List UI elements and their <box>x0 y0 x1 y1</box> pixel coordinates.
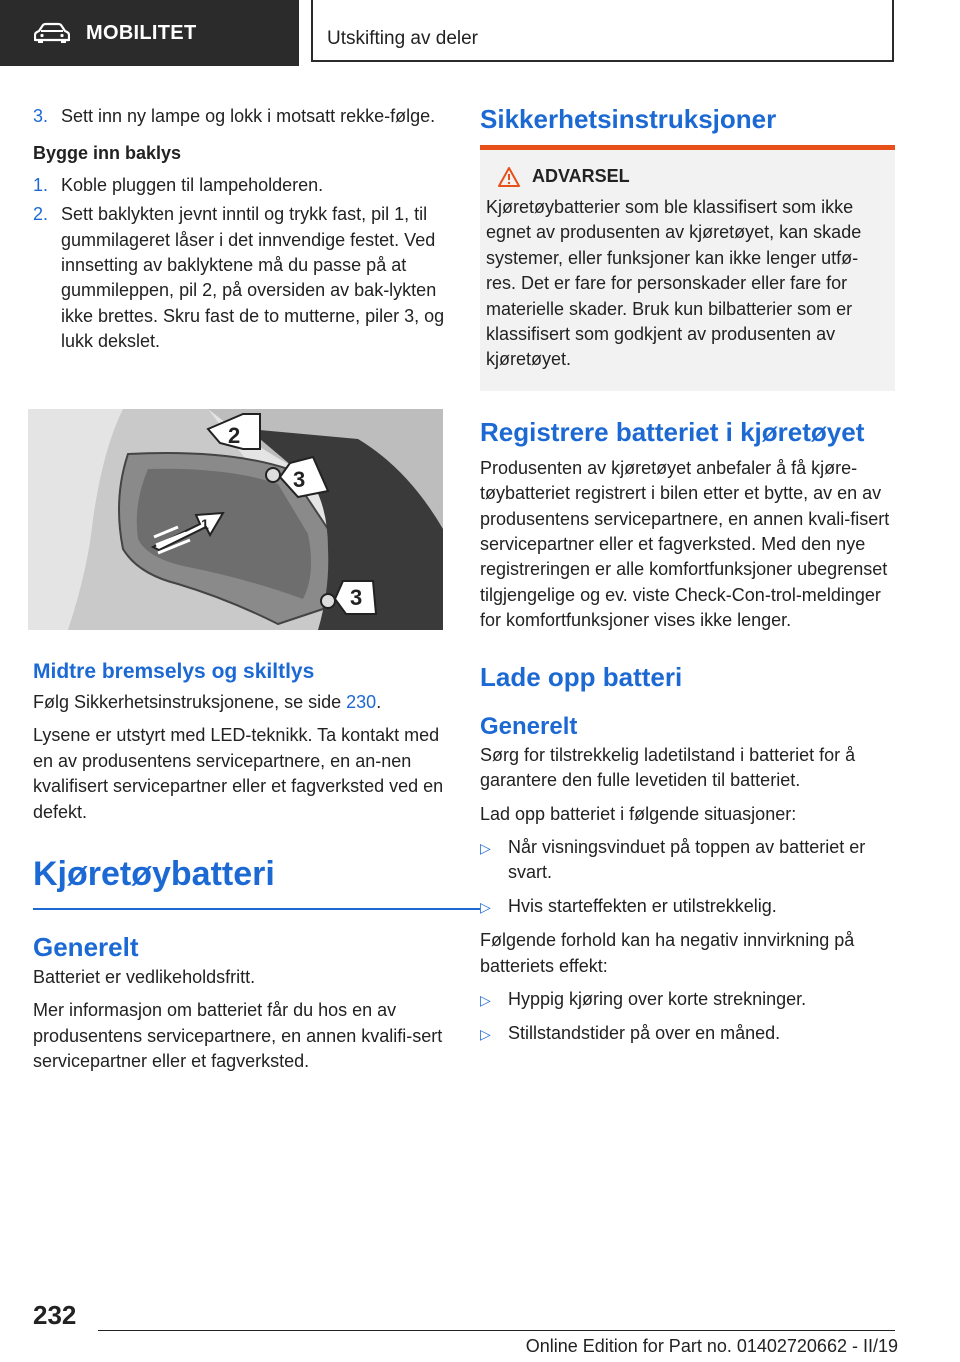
bullet-triangle-icon: ▷ <box>480 1026 491 1043</box>
charge-paragraph-3: Følgende forhold kan ha negativ innvirkning på batteriets effekt: <box>480 930 855 976</box>
list-item <box>480 987 895 1013</box>
page-number: 232 <box>33 1300 77 1330</box>
register-text: Produsenten av kjøretøyet anbefaler å få kjøre-tøybatteriet registrert i bilen etter et bytte, av en av produsentens servicepartnere, en annen kvali-fisert servicepartner eller et fagverksted. Med den nye registreringen er alle komfortfunksjoner ubegrenset tilgjengelige og ev. viste Check-Con-trol-meldinger for komfortfunksjoner vises ikke lenger. <box>480 457 890 631</box>
bullet-triangle-icon: ▷ <box>480 991 491 1008</box>
list-item-text: Stillstandstider på over en måned. <box>508 1023 781 1044</box>
warning-triangle-icon <box>498 167 520 187</box>
charge-heading: Lade opp batteri <box>480 661 683 692</box>
step-text: Sett baklykten jevnt inntil og trykk fast, pil 1, til gummilageret låser i det innvendige festet. Ved innsetting av baklyktene må du passe på at gummileppen, pil 2, på oversiden av bak-lykten ikke brettes. Skru fast de to mutterne, piler 3, og lukk dekslet. <box>61 204 445 352</box>
step-text: Sett inn ny lampe og lokk i motsatt rekke-følge. <box>61 106 436 126</box>
bullet-triangle-icon: ▷ <box>480 898 491 915</box>
list-item-text: Hyppig kjøring over korte strekninger. <box>508 988 807 1009</box>
charge-paragraph-1: Sørg for tilstrekkelig ladetilstand i batteriet for å garantere den fulle levetiden til batteriet. <box>480 744 856 791</box>
footer-rule <box>98 1330 895 1331</box>
chapter-box <box>311 0 894 62</box>
step-text: Koble pluggen til lampeholderen. <box>61 174 324 195</box>
step-item <box>33 202 447 354</box>
taillight-illustration <box>28 409 443 630</box>
page-link[interactable]: 230 <box>346 692 377 712</box>
warning-title-row <box>498 166 887 187</box>
warning-title: ADVARSEL <box>532 166 630 186</box>
bullet-triangle-icon: ▷ <box>480 839 491 856</box>
callout-label: 2 <box>228 423 241 448</box>
chapter-title: Utskifting av deler <box>327 28 479 49</box>
register-heading: Registrere batteriet i kjøretøyet <box>480 416 865 447</box>
brake-text: Følg Sikkerhetsinstruksjonene, se side <box>33 692 347 712</box>
general-paragraph-2: Mer informasjon om batteriet får du hos en av produsentens servicepartnere, en annen kvalifi-sert servicepartner eller et fagverksted. <box>33 1000 443 1072</box>
section-label: MOBILITET <box>86 21 197 44</box>
car-icon <box>34 22 70 44</box>
callout-label: 1 <box>201 516 209 532</box>
warning-text: Kjøretøybatterier som ble klassifisert som ikke egnet av produsenten av kjøretøyet, kan skade systemer, eller funksjoner kan ikke lenger utfø-res. Det er fare for personskader eller fare for materielle skader. Bruk kun bilbatterier som er klassifisert som godkjent av produsenten av kjøretøyet. <box>486 197 862 370</box>
list-item-text: Hvis starteffekten er utilstrekkelig. <box>508 895 777 916</box>
right-column <box>480 104 895 1056</box>
left-column <box>33 104 447 359</box>
step-item <box>33 173 447 198</box>
step-number: 1. <box>33 174 49 195</box>
step-number: 2. <box>33 204 49 225</box>
edition-text: Online Edition for Part no. 01402720662 - II/19 <box>525 1336 898 1356</box>
heading-rule <box>33 908 480 910</box>
charge-paragraph-2: Lad opp batteriet i følgende situasjoner: <box>480 803 797 824</box>
brake-paragraph-1 <box>33 690 447 715</box>
callout-label: 3 <box>350 585 363 610</box>
list-item <box>480 1021 895 1047</box>
charge-subheading: Generelt <box>480 712 578 740</box>
battery-heading: Kjøretøybatteri <box>33 855 275 894</box>
list-item-text: Når visningsvinduet på toppen av batteriet er svart. <box>508 836 866 883</box>
general-paragraph-1: Batteriet er vedlikeholdsfritt. <box>33 967 256 988</box>
arrow-callout-3b <box>335 581 376 614</box>
general-heading: Generelt <box>33 932 139 963</box>
step-number: 3. <box>33 106 49 126</box>
install-heading: Bygge inn baklys <box>33 143 182 164</box>
section-tab[interactable] <box>0 0 299 66</box>
left-column-lower <box>33 660 447 1083</box>
brake-paragraph-2: Lysene er utstyrt med LED-teknikk. Ta kontakt med en av produsentens servicepartnere, en an-nen kvalifisert servicepartner eller et fagverksted ved en defekt. <box>33 725 444 822</box>
safety-heading: Sikkerhetsinstruksjoner <box>480 104 777 134</box>
list-item <box>480 894 895 920</box>
callout-label: 3 <box>293 467 306 492</box>
brake-heading: Midtre bremselys og skiltlys <box>33 660 315 683</box>
list-item <box>480 835 895 886</box>
brake-text-end: . <box>376 692 382 712</box>
warning-box <box>480 150 895 391</box>
page-header <box>0 0 960 66</box>
step-item <box>33 104 447 129</box>
